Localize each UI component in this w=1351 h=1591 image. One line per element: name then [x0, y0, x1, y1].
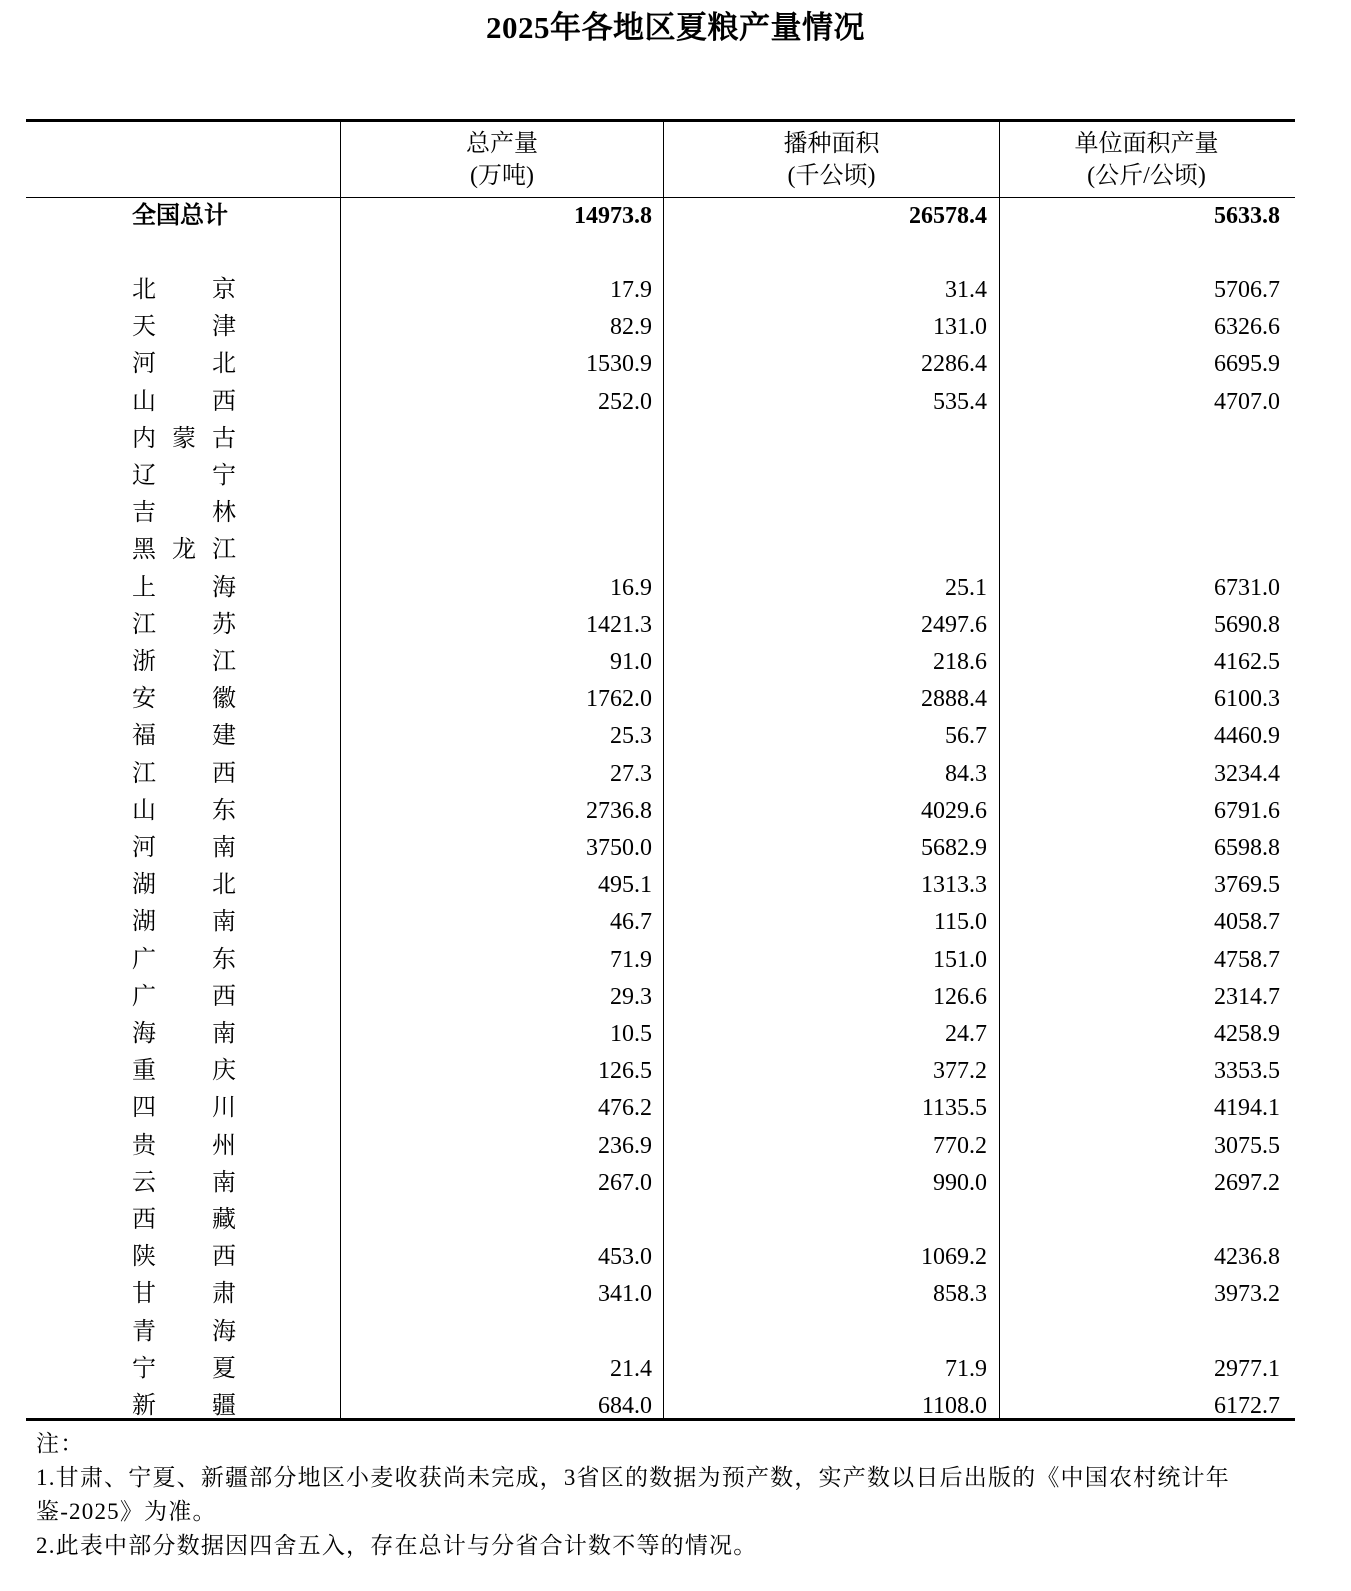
- region-output: 476.2: [598, 1095, 652, 1122]
- region-output: 1421.3: [586, 611, 652, 638]
- region-area: 24.7: [945, 1021, 987, 1047]
- region-name: 浙 江: [132, 649, 236, 675]
- region-yield: 6326.6: [1214, 314, 1280, 341]
- region-yield: 3075.5: [1214, 1132, 1280, 1159]
- region-area: 56.7: [945, 723, 987, 750]
- region-yield: 4236.8: [1214, 1244, 1280, 1271]
- region-name: 陕 西: [132, 1244, 236, 1271]
- table-row: [26, 904, 1295, 941]
- region-area: 31.4: [945, 277, 987, 303]
- region-area: 377.2: [933, 1058, 987, 1085]
- table-row: [26, 644, 1295, 681]
- region-name: 江 西: [132, 760, 236, 787]
- region-name: 吉 林: [132, 500, 236, 527]
- header-area: [664, 128, 999, 192]
- region-output: 1530.9: [586, 351, 652, 378]
- region-area: 84.3: [945, 760, 987, 787]
- table-row: [26, 1388, 1295, 1425]
- table-row: [26, 272, 1295, 309]
- region-area: 71.9: [945, 1355, 987, 1382]
- region-output: 27.3: [610, 760, 652, 787]
- region-output: 267.0: [598, 1169, 652, 1196]
- table-row: [26, 942, 1295, 979]
- region-name: 天 津: [132, 314, 236, 341]
- region-name: 北 京: [132, 277, 236, 303]
- region-name: 西 藏: [132, 1207, 236, 1233]
- region-yield: 3769.5: [1214, 872, 1280, 899]
- region-yield: 6598.8: [1214, 835, 1280, 861]
- table-row: [26, 421, 1295, 458]
- table-row: [26, 1276, 1295, 1313]
- region-name: 安 徽: [132, 686, 236, 713]
- region-output: 10.5: [610, 1021, 652, 1047]
- region-yield: 4758.7: [1214, 946, 1280, 973]
- region-area: 25.1: [945, 574, 987, 601]
- table-row: [26, 1128, 1295, 1165]
- table-row: [26, 756, 1295, 793]
- header-area-name: 播种面积: [783, 131, 880, 157]
- region-area: 1108.0: [921, 1393, 987, 1419]
- table-row: [26, 830, 1295, 867]
- page-title: 2025年各地区夏粮产量情况: [486, 10, 865, 45]
- footnotes: [36, 1427, 1326, 1563]
- region-output: 21.4: [610, 1355, 652, 1382]
- region-name: 海 南: [132, 1021, 236, 1047]
- region-output: 82.9: [610, 314, 652, 341]
- table-row: [26, 532, 1295, 569]
- table-row: [26, 1314, 1295, 1351]
- region-name: 河 南: [132, 835, 236, 861]
- region-name: 宁 夏: [132, 1355, 236, 1382]
- region-area: 151.0: [933, 946, 987, 973]
- region-output: 453.0: [598, 1244, 652, 1271]
- table-row: [26, 718, 1295, 755]
- region-area: 535.4: [933, 388, 987, 415]
- region-name: 广 西: [132, 983, 236, 1010]
- region-area: 1313.3: [921, 872, 987, 899]
- header-yield-name: 单位面积产量: [1074, 131, 1219, 157]
- table-row: [26, 979, 1295, 1016]
- table-row: [26, 458, 1295, 495]
- table-row: [26, 867, 1295, 904]
- region-output: 71.9: [610, 946, 652, 973]
- total-output: 14973.8: [574, 203, 652, 229]
- region-output: 341.0: [598, 1281, 652, 1308]
- region-output: 684.0: [598, 1393, 652, 1419]
- region-yield: 4258.9: [1214, 1021, 1280, 1047]
- region-name: 重 庆: [132, 1058, 236, 1085]
- region-output: 46.7: [610, 909, 652, 936]
- region-output: 236.9: [598, 1132, 652, 1159]
- table-row: [26, 681, 1295, 718]
- region-yield: 2697.2: [1214, 1169, 1280, 1196]
- header-output-name: 总产量: [466, 131, 538, 157]
- region-name: 新 疆: [132, 1393, 236, 1419]
- table-row: [26, 1090, 1295, 1127]
- region-yield: 6791.6: [1214, 797, 1280, 824]
- region-name: 黑 龙 江: [132, 537, 236, 564]
- region-output: 17.9: [610, 277, 652, 303]
- region-area: 990.0: [933, 1169, 987, 1196]
- region-name: 云 南: [132, 1169, 236, 1196]
- header-area-unit: (千公顷): [787, 163, 876, 189]
- region-area: 115.0: [933, 909, 987, 936]
- table-row: [26, 1016, 1295, 1053]
- region-name: 广 东: [132, 946, 236, 973]
- region-output: 25.3: [610, 723, 652, 750]
- region-area: 2286.4: [921, 351, 987, 378]
- total-area: 26578.4: [909, 203, 987, 229]
- region-yield: 4194.1: [1214, 1095, 1280, 1122]
- region-output: 126.5: [598, 1058, 652, 1085]
- region-yield: 5706.7: [1214, 277, 1280, 303]
- region-output: 29.3: [610, 983, 652, 1010]
- region-output: 252.0: [598, 388, 652, 415]
- region-area: 126.6: [933, 983, 987, 1010]
- summer-grain-table: [26, 119, 1295, 1421]
- region-name: 山 东: [132, 797, 236, 824]
- table-row: [26, 1053, 1295, 1090]
- region-name: 江 苏: [132, 611, 236, 638]
- table-row: [26, 346, 1295, 383]
- region-output: 2736.8: [586, 797, 652, 824]
- region-name: 四 川: [132, 1095, 236, 1122]
- header-output-unit: (万吨): [470, 163, 534, 189]
- header-yield-unit: (公斤/公顷): [1087, 163, 1206, 189]
- region-output: 16.9: [610, 574, 652, 601]
- region-yield: 6695.9: [1214, 351, 1280, 378]
- region-yield: 4058.7: [1214, 909, 1280, 936]
- region-area: 5682.9: [921, 835, 987, 861]
- table-row: [26, 793, 1295, 830]
- note-2: 2.此表中部分数据因四舍五入，存在总计与分省合计数不等的情况。: [36, 1533, 758, 1558]
- region-yield: 3234.4: [1214, 760, 1280, 787]
- region-yield: 6100.3: [1214, 686, 1280, 713]
- region-name: 内 蒙 古: [132, 425, 236, 452]
- note-1: 1.甘肃、宁夏、新疆部分地区小麦收获尚未完成，3省区的数据为预产数，实产数以日后出版的《中国农村统计年鉴-2025》为准。: [36, 1465, 1230, 1524]
- total-label: 全国总计: [132, 203, 228, 229]
- region-area: 1135.5: [921, 1095, 987, 1122]
- region-name: 山 西: [132, 388, 236, 415]
- region-output: 3750.0: [586, 835, 652, 861]
- total-row: [26, 198, 1295, 235]
- region-area: 858.3: [933, 1281, 987, 1308]
- region-yield: 2977.1: [1214, 1355, 1280, 1382]
- table-row: [26, 570, 1295, 607]
- region-output: 495.1: [598, 872, 652, 899]
- region-area: 131.0: [933, 314, 987, 341]
- table-row: [26, 1351, 1295, 1388]
- region-area: 2888.4: [921, 686, 987, 713]
- header-output: [341, 128, 663, 192]
- table-row: [26, 309, 1295, 346]
- header-yield: [1000, 128, 1293, 192]
- region-yield: 3353.5: [1214, 1058, 1280, 1085]
- table-row: [26, 1239, 1295, 1276]
- region-name: 青 海: [132, 1318, 236, 1345]
- table-row: [26, 1165, 1295, 1202]
- region-yield: 5690.8: [1214, 611, 1280, 638]
- region-yield: 6731.0: [1214, 574, 1280, 601]
- region-yield: 4707.0: [1214, 388, 1280, 415]
- region-area: 218.6: [933, 649, 987, 675]
- table-row: [26, 495, 1295, 532]
- region-name: 湖 南: [132, 909, 236, 936]
- region-output: 91.0: [610, 649, 652, 675]
- region-name: 辽 宁: [132, 463, 236, 489]
- table-row: [26, 607, 1295, 644]
- notes-label: 注：: [36, 1431, 85, 1456]
- total-yield: 5633.8: [1214, 203, 1280, 229]
- region-area: 2497.6: [921, 611, 987, 638]
- region-area: 770.2: [933, 1132, 987, 1159]
- region-name: 河 北: [132, 351, 236, 378]
- region-name: 上 海: [132, 574, 236, 601]
- region-name: 贵 州: [132, 1132, 236, 1159]
- table-row: [26, 384, 1295, 421]
- region-area: 4029.6: [921, 797, 987, 824]
- region-yield: 3973.2: [1214, 1281, 1280, 1308]
- region-yield: 2314.7: [1214, 983, 1280, 1010]
- region-name: 湖 北: [132, 872, 236, 899]
- region-yield: 6172.7: [1214, 1393, 1280, 1419]
- table-row: [26, 1202, 1295, 1239]
- region-output: 1762.0: [586, 686, 652, 713]
- region-yield: 4162.5: [1214, 649, 1280, 675]
- region-area: 1069.2: [921, 1244, 987, 1271]
- region-name: 甘 肃: [132, 1281, 236, 1308]
- region-yield: 4460.9: [1214, 723, 1280, 750]
- region-name: 福 建: [132, 723, 236, 750]
